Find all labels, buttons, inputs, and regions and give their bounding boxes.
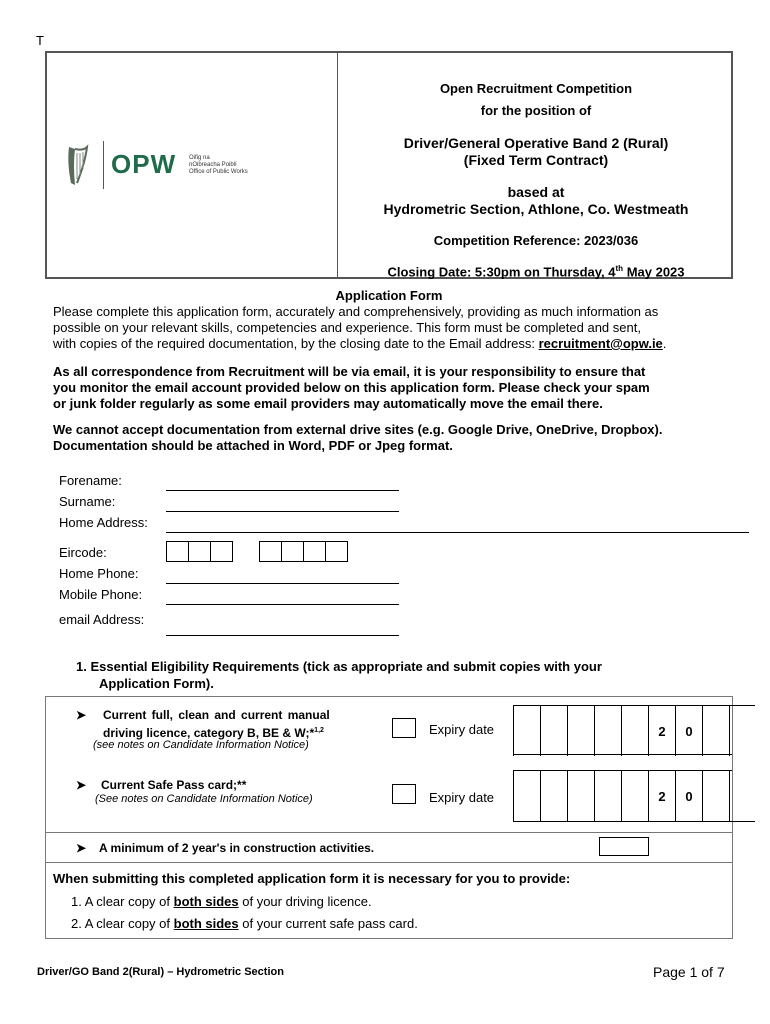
- eligibility-table: [45, 696, 733, 939]
- email-notice: As all correspondence from Recruitment will be via email, it is your responsibility to ensure that you monitor the email account provided below on this application form. Please check your spam or junk folder regularly as some email providers may automatically move the email there.: [53, 364, 650, 411]
- logo-text: OPW: [111, 149, 177, 179]
- date-cell[interactable]: [595, 706, 622, 756]
- year-digit: 2: [649, 706, 676, 756]
- licence-checkbox[interactable]: [392, 718, 416, 738]
- home-phone-label: Home Phone:: [59, 566, 139, 581]
- year-digit: 2: [649, 771, 676, 821]
- logo-divider: [103, 141, 104, 189]
- licence-note: (see notes on Candidate Information Notice): [93, 739, 309, 751]
- form-title: Application Form: [335, 288, 443, 303]
- construction-text: A minimum of 2 year's in construction activities.: [99, 841, 375, 855]
- eircode-cell[interactable]: [281, 541, 304, 562]
- date-cell[interactable]: [622, 771, 649, 821]
- documentation-notice: We cannot accept documentation from external drive sites (e.g. Google Drive, OneDrive, Dropbox). Documentation should be attached in Word, PDF or Jpeg format.: [53, 422, 663, 453]
- header-divider: [337, 53, 338, 277]
- intro-paragraph: Please complete this application form, accurately and comprehensively, providing as much information as possible on your relevant skills, competencies and experience. This form must be completed and sent, with copies of the required documentation, by the closing date to the Email address: recruitment@opw.ie.: [53, 304, 667, 351]
- year-digit: 0: [676, 706, 703, 756]
- safe-pass-text: Current Safe Pass card;**: [101, 778, 247, 792]
- safe-pass-expiry-label: Expiry date: [429, 790, 495, 805]
- location: Hydrometric Section, Athlone, Co. Westmeath: [383, 201, 689, 217]
- eircode-unique-id[interactable]: [259, 541, 347, 562]
- competition-reference: Competition Reference: 2023/036: [433, 233, 639, 248]
- surname-label: Surname:: [59, 494, 116, 509]
- eircode-routing-key[interactable]: [166, 541, 232, 562]
- eircode-cell[interactable]: [325, 541, 348, 562]
- eircode-cell[interactable]: [259, 541, 282, 562]
- forename-input[interactable]: [166, 490, 399, 491]
- eircode-cell[interactable]: [188, 541, 211, 562]
- eircode-cell[interactable]: [210, 541, 233, 562]
- header-box: [45, 51, 733, 279]
- position-contract: (Fixed Term Contract): [463, 152, 609, 168]
- footer-left: Driver/GO Band 2(Rural) – Hydrometric Section: [37, 966, 284, 978]
- date-cell[interactable]: [541, 771, 568, 821]
- date-cell[interactable]: [568, 771, 595, 821]
- date-cell[interactable]: [703, 771, 730, 821]
- corner-mark: T: [36, 33, 44, 48]
- date-cell[interactable]: [568, 706, 595, 756]
- arrow-bullet-icon: ➤: [76, 841, 87, 855]
- date-cell[interactable]: [703, 706, 730, 756]
- row-divider: [46, 832, 732, 833]
- licence-text: Current full, clean and current manual driving licence, category B, BE & W;*$^{1,2}$: [103, 708, 330, 740]
- row-divider: [46, 862, 732, 863]
- section1-heading: 1. Essential Eligibility Requirements (tick as appropriate and submit copies with your Application Form).: [76, 659, 602, 691]
- home-address-label: Home Address:: [59, 515, 148, 530]
- safe-pass-note: (See notes on Candidate Information Notice): [95, 793, 313, 805]
- logo-subtext: Oifig na nOibreacha Poiblí Office of Public Works: [189, 155, 248, 175]
- date-cell[interactable]: [541, 706, 568, 756]
- licence-expiry-grid[interactable]: [513, 705, 755, 756]
- safe-pass-checkbox[interactable]: [392, 784, 416, 804]
- position-title: Driver/General Operative Band 2 (Rural): [403, 135, 669, 151]
- year-digit: 0: [676, 771, 703, 821]
- provide-heading: When submitting this completed application form it is necessary for you to provide:: [53, 871, 571, 886]
- date-cell[interactable]: [622, 706, 649, 756]
- surname-input[interactable]: [166, 511, 399, 512]
- home-phone-input[interactable]: [166, 583, 399, 584]
- safe-pass-expiry-grid[interactable]: [513, 771, 755, 822]
- mobile-phone-label: Mobile Phone:: [59, 587, 143, 602]
- forename-label: Forename:: [59, 473, 122, 488]
- opw-logo: [65, 141, 265, 191]
- licence-expiry-label: Expiry date: [429, 722, 495, 737]
- date-cell[interactable]: [595, 771, 622, 821]
- email-link[interactable]: recruitment@opw.ie: [538, 336, 663, 351]
- eircode-cell[interactable]: [166, 541, 189, 562]
- closing-date: Closing Date: 5:30pm on Thursday, 4th May 2023: [387, 264, 685, 280]
- based-at: based at: [507, 184, 565, 200]
- mobile-phone-input[interactable]: [166, 604, 399, 605]
- home-address-input[interactable]: [166, 532, 749, 533]
- eircode-label: Eircode:: [59, 545, 107, 560]
- provide-item-2: 2. A clear copy of both sides of your current safe pass card.: [71, 916, 418, 931]
- header-line2: for the position of: [480, 103, 592, 118]
- date-cell[interactable]: [730, 771, 755, 821]
- email-address-label: email Address:: [59, 612, 145, 627]
- email-address-input[interactable]: [166, 635, 399, 636]
- date-cell[interactable]: [730, 706, 755, 756]
- arrow-bullet-icon: ➤: [76, 778, 87, 792]
- arrow-bullet-icon: ➤: [76, 708, 87, 722]
- page-number: Page 1 of 7: [653, 964, 725, 980]
- grid-divider: [513, 754, 732, 755]
- header-line1: Open Recruitment Competition: [439, 81, 633, 96]
- date-cell[interactable]: [514, 706, 541, 756]
- date-cell[interactable]: [514, 771, 541, 821]
- eircode-cell[interactable]: [303, 541, 326, 562]
- harp-icon: [65, 143, 91, 187]
- provide-item-1: 1. A clear copy of both sides of your driving licence.: [71, 894, 372, 909]
- construction-checkbox[interactable]: [599, 837, 649, 856]
